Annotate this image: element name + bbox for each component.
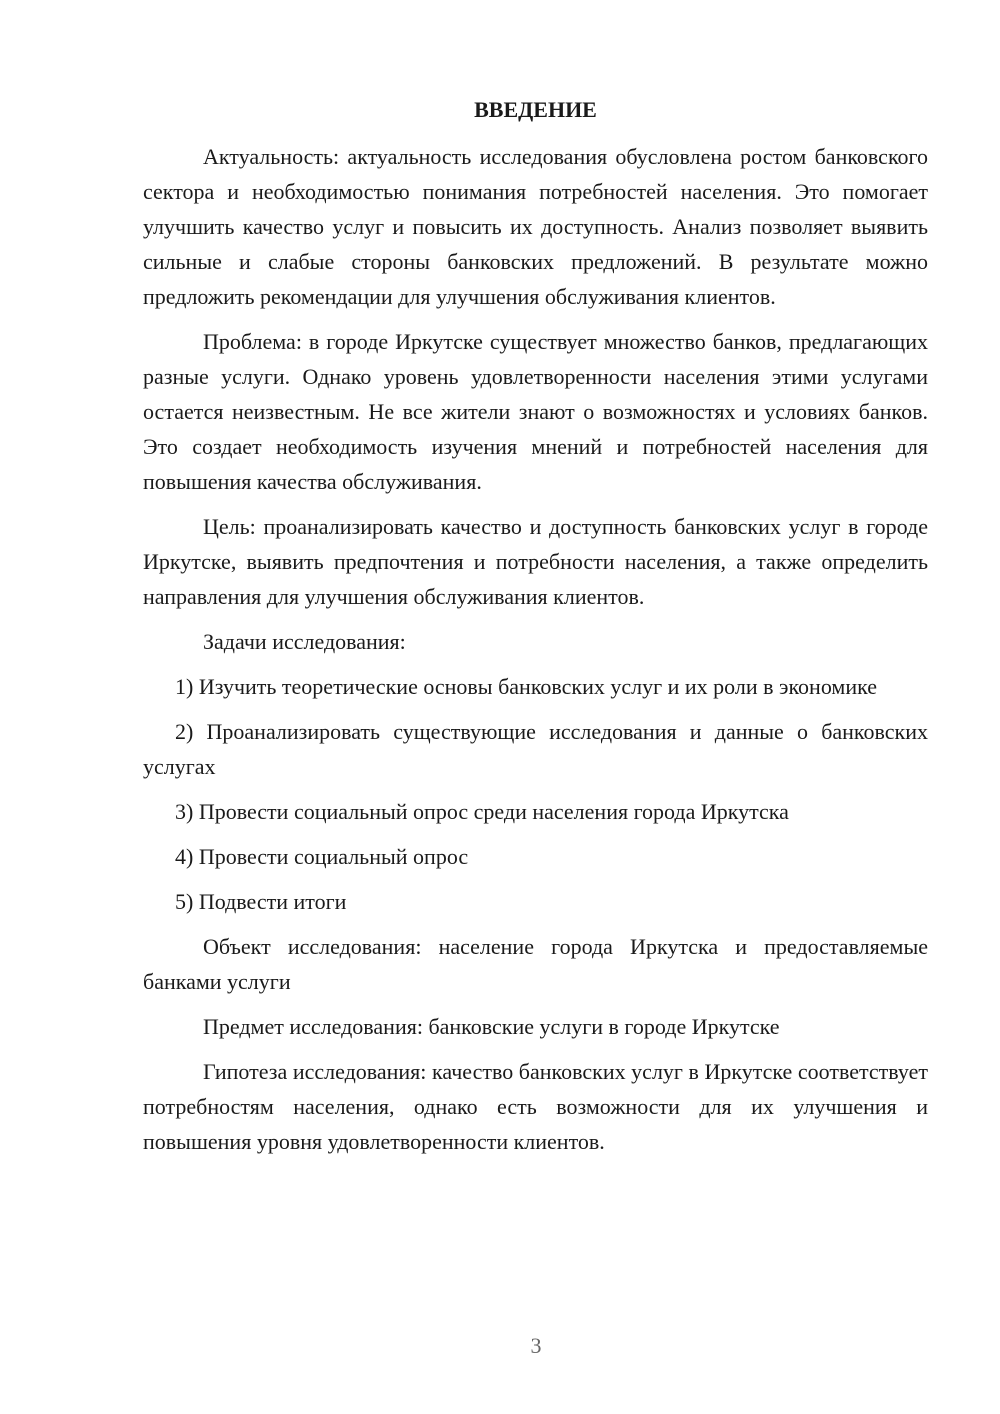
list-item: 1) Изучить теоретические основы банковских услуг и их роли в экономике (175, 674, 878, 699)
subject-paragraph: Предмет исследования: банковские услуги в городе Иркутске (203, 1014, 780, 1039)
problem-paragraph: Проблема: в городе Иркутске существует множество банков, предлагающих разные услуги. Однако уровень удовлетворенности населения этими услугами остается неизвестным. Не все жители знают о возможностях и условиях банков. Это создает необходимость изучения мнений и потребностей населения для повышения качества обслуживания. (143, 329, 928, 494)
list-item: 2) Проанализировать существующие исследования и данные о банковских услугах (143, 719, 928, 779)
hypothesis-paragraph: Гипотеза исследования: качество банковских услуг в Иркутске соответствует потребностям населения, однако есть возможности для их улучшения и повышения уровня удовлетворенности клиентов. (143, 1059, 928, 1154)
object-paragraph: Объект исследования: население города Иркутска и предоставляемые банками услуги (143, 934, 928, 994)
tasks-list (143, 669, 928, 919)
list-item: 3) Провести социальный опрос среди населения города Иркутска (175, 799, 789, 824)
section-heading: ВВЕДЕНИЕ (474, 97, 597, 122)
relevance-paragraph: Актуальность: актуальность исследования обусловлена ростом банковского сектора и необходимостью понимания потребностей населения. Это помогает улучшить качество услуг и повысить их доступность. Анализ позволяет выявить сильные и слабые стороны банковских предложений. В результате можно предложить рекомендации для улучшения обслуживания клиентов. (143, 144, 928, 309)
tasks-title: Задачи исследования: (203, 629, 406, 654)
list-item: 5) Подвести итоги (175, 889, 347, 914)
page-number: 3 (530, 1333, 542, 1358)
document-page (143, 96, 928, 1169)
goal-paragraph: Цель: проанализировать качество и доступность банковских услуг в городе Иркутске, выявить предпочтения и потребности населения, а также определить направления для улучшения обслуживания клиентов. (143, 514, 928, 609)
list-item: 4) Провести социальный опрос (175, 844, 469, 869)
